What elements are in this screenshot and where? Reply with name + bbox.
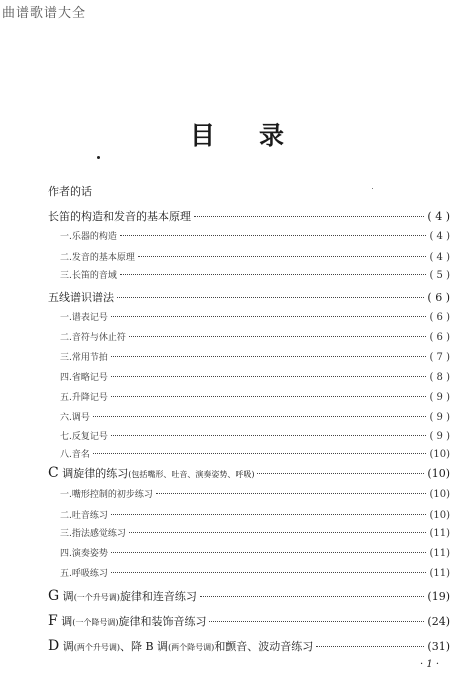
toc-entry-label: 二.吐音练习	[60, 511, 108, 521]
toc-entry-label-tail: 旋律和装饰音练习	[118, 615, 207, 628]
dot-leader	[111, 552, 427, 553]
dot-leader	[316, 646, 424, 647]
dot-leader	[93, 453, 427, 454]
toc-entry-page: ( 6 )	[429, 312, 450, 323]
toc-entry-page: ( 9 )	[429, 392, 450, 403]
toc-entry[interactable]	[48, 289, 450, 305]
toc-entry-label: 六.调号	[60, 413, 90, 423]
dot-leader	[138, 256, 427, 257]
toc-entry-page: ( 4 )	[427, 210, 450, 223]
toc-entry-label-tail: 、降 B 调	[119, 640, 169, 653]
toc-entry[interactable]	[60, 410, 450, 423]
toc-entry-label: 三.长笛的音域	[60, 271, 117, 281]
toc-entry-label: 五.呼吸练习	[60, 569, 108, 579]
toc-entry-label: 五线谱识谱法	[48, 291, 114, 304]
toc-entry-label	[48, 588, 197, 604]
toc-entry[interactable]	[60, 546, 450, 559]
dot-leader	[111, 572, 427, 573]
toc-entry-label-tail: 和颤音、波动音练习	[214, 640, 314, 653]
watermark-text: 曲谱歌谱大全	[2, 6, 87, 21]
toc-entry-page: ( 9 )	[429, 431, 450, 442]
toc-entry-page: (24)	[427, 615, 450, 628]
toc-entry-label: 八.音名	[60, 450, 90, 460]
dot-leader	[200, 596, 424, 597]
page-title: 目录	[189, 121, 328, 150]
toc-entry-label	[48, 638, 313, 654]
toc-entry-page: (10)	[429, 510, 450, 521]
toc-entry-page: (11)	[429, 528, 450, 539]
toc-entry-label: 长笛的构造和发音的基本原理	[48, 210, 191, 223]
toc-entry-label: 四.省略记号	[60, 373, 108, 383]
dot-leader	[111, 316, 427, 317]
toc-entry-label: 一.乐器的构造	[60, 232, 117, 242]
toc-entry[interactable]	[48, 588, 450, 604]
key-letter: C	[48, 465, 59, 481]
toc-entry-page: ( 6 )	[429, 332, 450, 343]
toc-entry[interactable]	[60, 330, 450, 343]
toc-entry-label: 七.反复记号	[60, 432, 108, 442]
dot-leader	[129, 336, 427, 337]
toc-entry-label: 一.谱表记号	[60, 313, 108, 323]
dot-leader	[111, 356, 427, 357]
toc-entry-page: ( 4 )	[429, 231, 450, 242]
toc-entry[interactable]	[60, 566, 450, 579]
toc-entry[interactable]	[60, 310, 450, 323]
dot-leader	[120, 235, 427, 236]
toc-entry[interactable]	[60, 487, 450, 500]
toc-entry-label	[48, 613, 206, 629]
dot-leader	[111, 376, 427, 377]
dot-leader	[117, 297, 424, 298]
dot-leader	[257, 473, 424, 474]
key-letter: G	[48, 588, 60, 604]
toc-entry-label: 三.指法感觉练习	[60, 529, 126, 539]
dot-leader	[209, 621, 424, 622]
toc-preface[interactable]	[48, 183, 450, 199]
dot-leader	[111, 514, 427, 515]
toc-entry-note: (一个升号调)	[73, 593, 120, 602]
toc-entry[interactable]	[60, 526, 450, 539]
toc-entry-label: 二.发音的基本原理	[60, 253, 135, 263]
toc-entry-page: (10)	[427, 467, 450, 480]
toc-entry-page: ( 7 )	[429, 352, 450, 363]
toc-entry-label: 三.常用节拍	[60, 353, 108, 363]
toc-entry-label: 四.演奏姿势	[60, 549, 108, 559]
dot-leader	[93, 416, 427, 417]
dot-leader	[111, 435, 427, 436]
toc-entry-label-text: 调	[57, 615, 73, 628]
toc-entry-page: (31)	[427, 640, 450, 653]
toc-entry-note: (包括嘴形、吐音、演奏姿势、呼吸)	[128, 470, 255, 479]
toc-entry-page: ( 5 )	[429, 270, 450, 281]
toc-entry[interactable]	[60, 229, 450, 242]
toc-entry-label: 五.升降记号	[60, 393, 108, 403]
toc-entry-page: (19)	[427, 590, 450, 603]
dot-leader	[156, 493, 427, 494]
toc-entry[interactable]	[60, 508, 450, 521]
toc-entry-label: 一.嘴形控制的初步练习	[60, 490, 153, 500]
toc-entry-label-tail: 旋律和连音练习	[119, 590, 197, 603]
toc-entry-page: ( 9 )	[429, 412, 450, 423]
dot-leader	[111, 396, 427, 397]
toc-entry-page: ( 4 )	[429, 252, 450, 263]
toc-entry[interactable]	[48, 208, 450, 224]
toc-entry-label: 二.音符与休止符	[60, 333, 126, 343]
toc-entry[interactable]	[60, 447, 450, 460]
toc-entry-page: (10)	[429, 489, 450, 500]
toc-entry[interactable]	[48, 613, 450, 629]
toc-entry[interactable]	[60, 350, 450, 363]
toc-entry[interactable]	[60, 390, 450, 403]
toc-entry[interactable]	[48, 638, 450, 654]
toc-entry-page: (11)	[429, 568, 450, 579]
dot-leader	[129, 532, 427, 533]
toc-entry-page: ( 6 )	[427, 291, 450, 304]
toc-entry-label-text: 调	[59, 590, 74, 603]
toc-entry-page: (11)	[429, 548, 450, 559]
toc-entry[interactable]	[60, 370, 450, 383]
toc-entry-page: (10)	[429, 449, 450, 460]
toc-entry-note: (一个降号调)	[72, 618, 119, 627]
toc-preface-label: 作者的话	[48, 185, 92, 198]
page-number: · 1 ·	[420, 659, 440, 670]
toc-entry-note: (两个升号调)	[73, 643, 120, 652]
toc-entry-label-text: 调旋律的练习	[58, 467, 129, 480]
dot-leader	[120, 274, 427, 275]
toc-entry-label	[48, 465, 254, 481]
toc-entry-page: ( 8 )	[429, 372, 450, 383]
toc-entry[interactable]	[60, 429, 450, 442]
toc-entry[interactable]	[48, 465, 450, 481]
toc-entry-label-text: 调	[59, 640, 74, 653]
dot-leader	[194, 216, 424, 217]
key-letter: F	[48, 613, 58, 629]
toc-entry[interactable]	[60, 250, 450, 263]
key-letter: D	[48, 638, 60, 654]
toc-entry-note: (两个降号调)	[168, 643, 215, 652]
toc-entry[interactable]	[60, 268, 450, 281]
